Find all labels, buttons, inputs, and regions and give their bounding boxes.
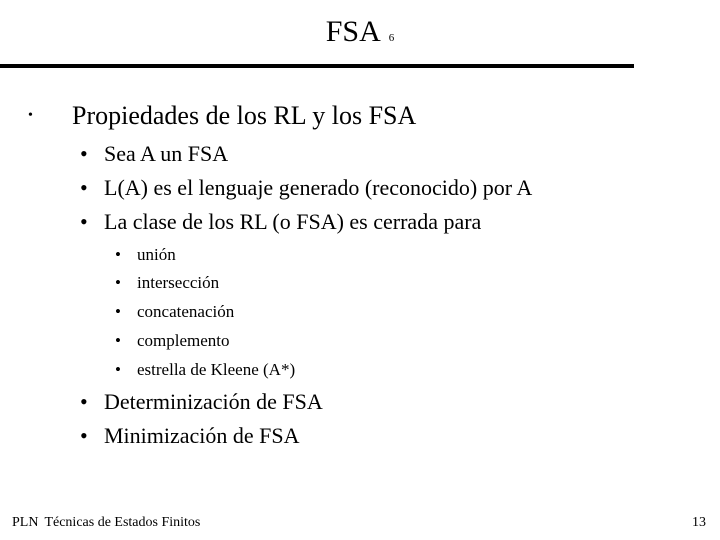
sub-bullet-item [80, 209, 481, 235]
bullet-icon: • [115, 331, 121, 350]
bullet-icon: • [115, 302, 121, 321]
closure-op-item [115, 245, 176, 265]
sub-bullet-item [80, 389, 323, 415]
slide-title-text: FSA [325, 15, 381, 48]
bullet-icon: • [115, 273, 121, 292]
sub-bullet-text: Determinización de FSA [104, 389, 323, 414]
sub-bullet-text: La clase de los RL (o FSA) es cerrada para [104, 209, 482, 234]
closure-op-item [115, 331, 230, 351]
slide-title [0, 14, 720, 56]
closure-op-text: unión [137, 245, 176, 264]
title-divider [0, 64, 634, 68]
closure-op-text: intersección [137, 273, 220, 292]
bullet-icon: • [80, 141, 88, 166]
bullet-icon: • [28, 108, 33, 123]
bullet-icon: • [115, 360, 121, 379]
footer-course-code: PLN [12, 515, 39, 530]
bullet-icon: • [115, 245, 121, 264]
footer-course [12, 514, 200, 532]
closure-op-text: complemento [137, 331, 230, 350]
bullet-icon: • [80, 389, 88, 414]
footer-course-topic: Técnicas de Estados Finitos [44, 515, 201, 530]
footer-page-number: 13 [692, 515, 706, 530]
closure-op-item [115, 273, 219, 293]
closure-op-text: concatenación [137, 302, 235, 321]
sub-bullet-text: Minimización de FSA [104, 423, 300, 448]
closure-op-text: estrella de Kleene (A*) [137, 360, 296, 379]
slide-section-number: 6 [388, 32, 395, 44]
sub-bullet-item [80, 423, 300, 449]
bullet-icon: • [80, 423, 88, 448]
bullet-icon: • [80, 175, 88, 200]
sub-bullet-text: Sea A un FSA [104, 141, 229, 166]
bullet-icon: • [80, 209, 88, 234]
sub-bullet-text: L(A) es el lenguaje generado (reconocido) por A [104, 175, 533, 200]
closure-op-item [115, 360, 295, 380]
sub-bullet-item [80, 175, 532, 201]
closure-op-item [115, 302, 234, 322]
sub-bullet-item [80, 141, 228, 167]
main-bullet-text: Propiedades de los RL y los FSA [72, 101, 417, 130]
